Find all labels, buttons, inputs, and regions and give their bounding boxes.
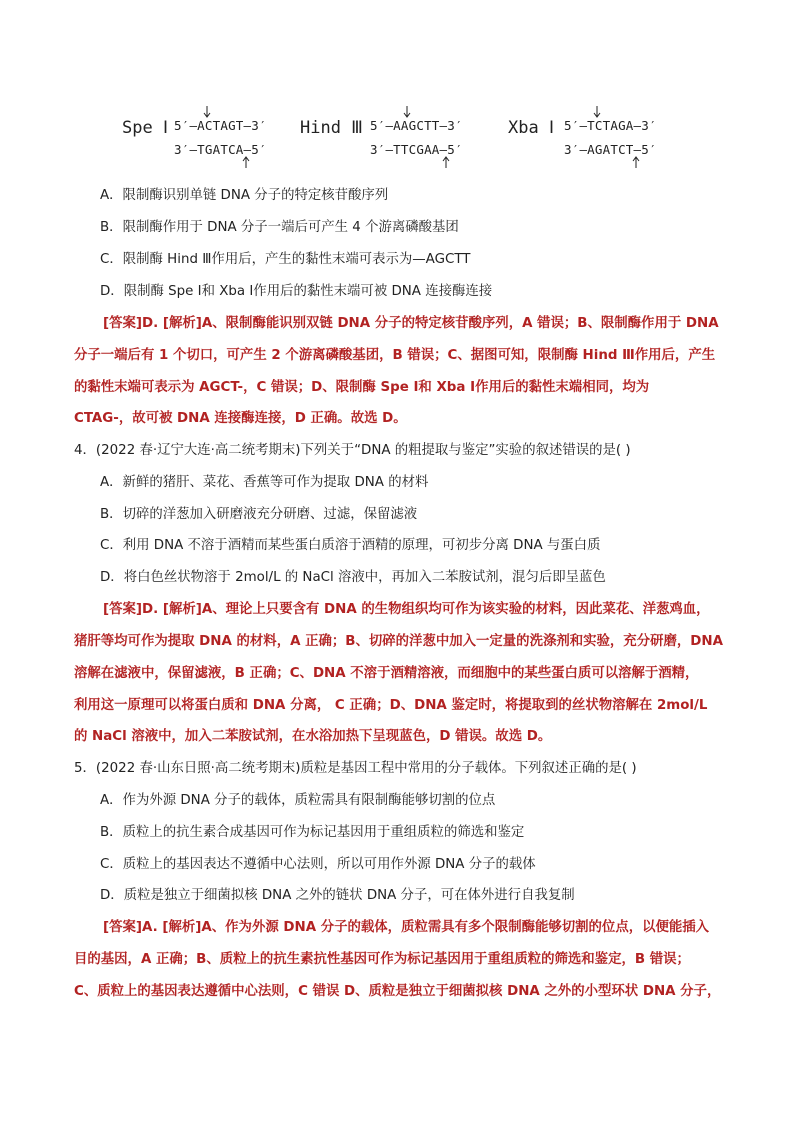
q3-answer-line: 的黏性末端可表示为 AGCT-，C 错误；D、限制酶 Spe Ⅰ和 Xba Ⅰ作用后的黏性末端相同，均为: [74, 380, 650, 395]
q5-answer-line: 目的基因，A 正确；B、质粒上的抗生素抗性基因可作为标记基因用于重组质粒的筛选和鉴定，B 错误；: [74, 952, 690, 967]
cut-arrow-up-icon: [631, 156, 641, 168]
enzyme-hind-iii: [300, 104, 490, 170]
q5-option-d: D．质粒是独立于细菌拟核 DNA 之外的链状 DNA 分子，可在体外进行自我复制: [100, 888, 575, 903]
bottom-strand: 3′—TTCGAA—5′: [370, 142, 463, 157]
q3-answer-line: [答案]D. [解析]A、限制酶能识别双链 DNA 分子的特定核苷酸序列，A 错误；B、限制酶作用于 DNA: [103, 316, 719, 331]
q5-title: 5．(2022 春·山东日照·高二统考期末)质粒是基因工程中常用的分子载体。下列叙述正确的是( ): [74, 761, 637, 776]
q4-option-b: B．切碎的洋葱加入研磨液充分研磨、过滤，保留滤液: [100, 507, 418, 522]
q4-answer-line: 利用这一原理可以将蛋白质和 DNA 分离， C 正确；D、DNA 鉴定时，将提取到的丝状物溶解在 2mol/L: [74, 698, 708, 713]
restriction-enzyme-diagram: [120, 104, 680, 170]
bottom-strand: 3′—AGATCT—5′: [564, 142, 657, 157]
q5-option-a: A．作为外源 DNA 分子的载体，质粒需具有限制酶能够切割的位点: [100, 793, 496, 808]
q3-answer-line: CTAG-，故可被 DNA 连接酶连接，D 正确。故选 D。: [74, 411, 407, 426]
cut-arrow-down-icon: [202, 106, 212, 118]
enzyme-spe-i: [120, 104, 300, 170]
top-strand: 5′—TCTAGA—3′: [564, 118, 657, 133]
q5-answer-line: C、质粒上的基因表达遵循中心法则，C 错误 D、质粒是独立于细菌拟核 DNA 之外的小型环状 DNA 分子，: [74, 984, 721, 999]
q4-answer-line: 猪肝等均可作为提取 DNA 的材料，A 正确；B、切碎的洋葱中加入一定量的洗涤剂和实验，充分研磨，DNA: [74, 634, 723, 649]
q3-answer-line: 分子一端后有 1 个切口，可产生 2 个游离磷酸基团，B 错误；C、据图可知，限制酶 Hind Ⅲ作用后，产生: [74, 348, 716, 363]
cut-arrow-up-icon: [241, 156, 251, 168]
q5-option-c: C．质粒上的基因表达不遵循中心法则，所以可用作外源 DNA 分子的载体: [100, 857, 536, 872]
cut-arrow-up-icon: [441, 156, 451, 168]
top-strand: 5′—ACTAGT—3′: [174, 118, 267, 133]
q5-answer-line: [答案]A. [解析]A、作为外源 DNA 分子的载体，质粒需具有多个限制酶能够切割的位点，以便能插入: [103, 920, 710, 935]
q4-option-a: A．新鲜的猪肝、菜花、香蕉等可作为提取 DNA 的材料: [100, 475, 429, 490]
q3-option-b: B．限制酶作用于 DNA 分子一端后可产生 4 个游离磷酸基团: [100, 220, 459, 235]
enzyme-name: Spe Ⅰ: [122, 118, 168, 138]
enzyme-xba-i: [508, 104, 680, 170]
q5-option-b: B．质粒上的抗生素合成基因可作为标记基因用于重组质粒的筛选和鉴定: [100, 825, 525, 840]
top-strand: 5′—AAGCTT—3′: [370, 118, 463, 133]
cut-arrow-down-icon: [592, 106, 602, 118]
q3-option-a: A．限制酶识别单链 DNA 分子的特定核苷酸序列: [100, 188, 389, 203]
q4-title: 4．(2022 春·辽宁大连·高二统考期末)下列关于“DNA 的粗提取与鉴定”实验的叙述错误的是( ): [74, 443, 631, 458]
enzyme-name: Hind Ⅲ: [300, 118, 363, 138]
q4-answer-line: 的 NaCl 溶液中，加入二苯胺试剂，在水浴加热下呈现蓝色，D 错误。故选 D。: [74, 729, 552, 744]
q4-option-d: D．将白色丝状物溶于 2mol/L 的 NaCl 溶液中，再加入二苯胺试剂，混匀后即呈蓝色: [100, 570, 606, 585]
q4-answer-line: 溶解在滤液中，保留滤液，B 正确；C、DNA 不溶于酒精溶液，而细胞中的某些蛋白质可以溶解于酒精，: [74, 666, 699, 681]
q3-option-d: D．限制酶 Spe Ⅰ和 Xba Ⅰ作用后的黏性末端可被 DNA 连接酶连接: [100, 284, 493, 299]
q3-option-c: C．限制酶 Hind Ⅲ作用后，产生的黏性末端可表示为—AGCTT: [100, 252, 471, 267]
cut-arrow-down-icon: [402, 106, 412, 118]
enzyme-name: Xba Ⅰ: [508, 118, 554, 138]
q4-option-c: C．利用 DNA 不溶于酒精而某些蛋白质溶于酒精的原理，可初步分离 DNA 与蛋白质: [100, 538, 601, 553]
q4-answer-line: [答案]D. [解析]A、理论上只要含有 DNA 的生物组织均可作为该实验的材料，因此菜花、洋葱鸡血，: [103, 602, 710, 617]
bottom-strand: 3′—TGATCA—5′: [174, 142, 267, 157]
